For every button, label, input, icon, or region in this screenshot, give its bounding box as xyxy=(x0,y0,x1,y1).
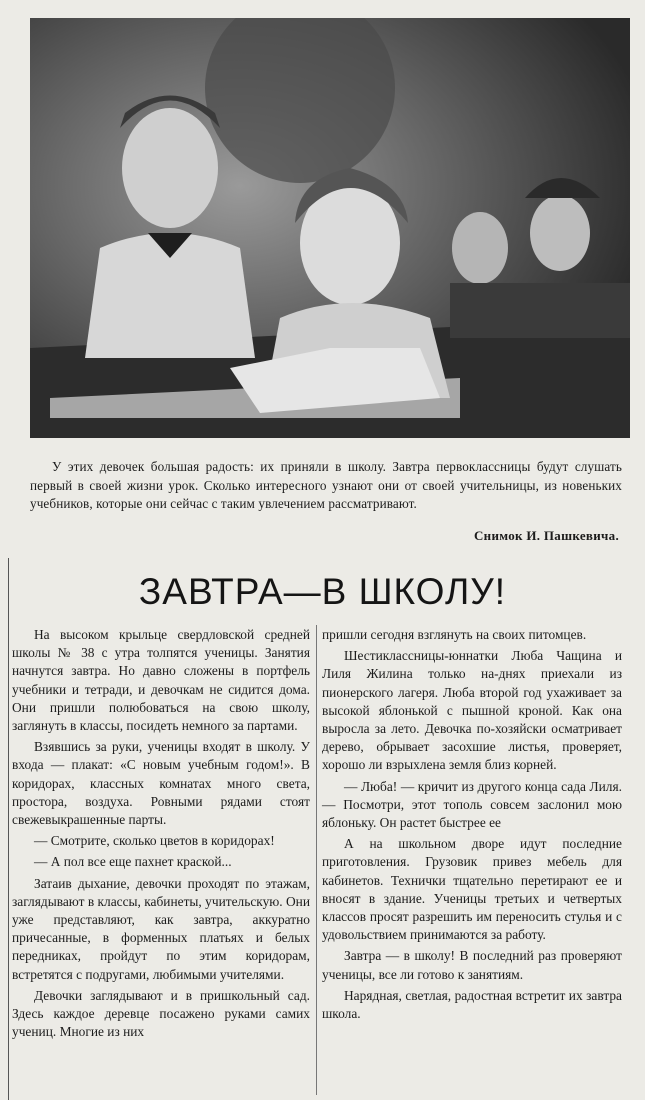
paragraph: пришли сегодня взглянуть на своих питомцев. xyxy=(322,627,587,642)
paragraph: — А пол все еще пахнет краской... xyxy=(34,854,232,870)
paragraph: — Люба! — кричит из другого конца сада Лиля. — Посмотри, этот тополь совсем заслонил мою яблоньку. Он растет быстрее ее xyxy=(322,778,622,831)
paragraph: Завтра — в школу! В последний раз проверяют ученицы, все ли готово к занятиям. xyxy=(322,948,622,982)
paragraph: Шестиклассницы-юннатки Люба Чащина и Лиля Жилина только на-днях приехали из пионерского лагеря. Люба второй год ухаживает за высокой яблонькой с пышной кроной. Как она выросла за лето. Девочка по-хозяйски осматривает дерево, обрывает засохшие листья, проверяет, хорошо ли взрыхлена земля близ корней. xyxy=(322,648,622,773)
column-divider xyxy=(316,625,317,1095)
paragraph: Затаив дыхание, девочки проходят по этажам, заглядывают в классы, кабинеты, учительскую. Они уже представляют, как завтра, аккуратно причесанные, в форменных платьях и белых передниках, пройдут по этим коридорам, встретятся с подругами, любимыми учителями. xyxy=(12,875,310,982)
paragraph: А на школьном дворе идут последние приготовления. Грузовик привез мебель для кабинетов. Технички тщательно перетирают ее и вносят в здание. Ученицы третьих и четвертых классов просят разрешить им переносить стулья и с удовольствием принимаются за работу. xyxy=(322,836,622,943)
paragraph: Девочки заглядывают и в пришкольный сад. Здесь каждое деревце посажено руками самих учениц. Многие из них xyxy=(12,987,310,1040)
paragraph: — Смотрите, сколько цветов в коридорах! xyxy=(34,833,275,849)
article-column-left xyxy=(12,626,310,1044)
photo-caption: У этих девочек большая радость: их приняли в школу. Завтра первоклассницы будут слушать первый в своей жизни урок. Сколько интересного узнают они от своей учительницы, из новеньких учебников, которые они сейчас с таким увлечением рассматривают. xyxy=(30,459,622,511)
paragraph: Нарядная, светлая, радостная встретит их завтра школа. xyxy=(322,987,622,1022)
article-headline: ЗАВТРА—В ШКОЛУ! xyxy=(138,571,507,612)
article-column-right xyxy=(322,626,622,1026)
newspaper-photo xyxy=(30,18,630,438)
paragraph: На высоком крыльце свердловской средней школы № 38 с утра толпятся ученицы. Занятия начнутся завтра. Но давно сложены в портфель учебники и тетради, и девочкам не сидится дома. Они пришли полюбоваться на свою школу, заглянуть в классы, посидеть немного за партами. xyxy=(12,627,310,734)
photo-credit: Снимок И. Пашкевича. xyxy=(473,528,619,543)
article-border xyxy=(8,558,9,1100)
paragraph: Взявшись за руки, ученицы входят в школу. У входа — плакат: «С новым учебным годом!». В коридорах, классных комнатах много света, простора, воздуха. Ровными рядами стоят свежевыкрашенные парты. xyxy=(12,739,310,828)
